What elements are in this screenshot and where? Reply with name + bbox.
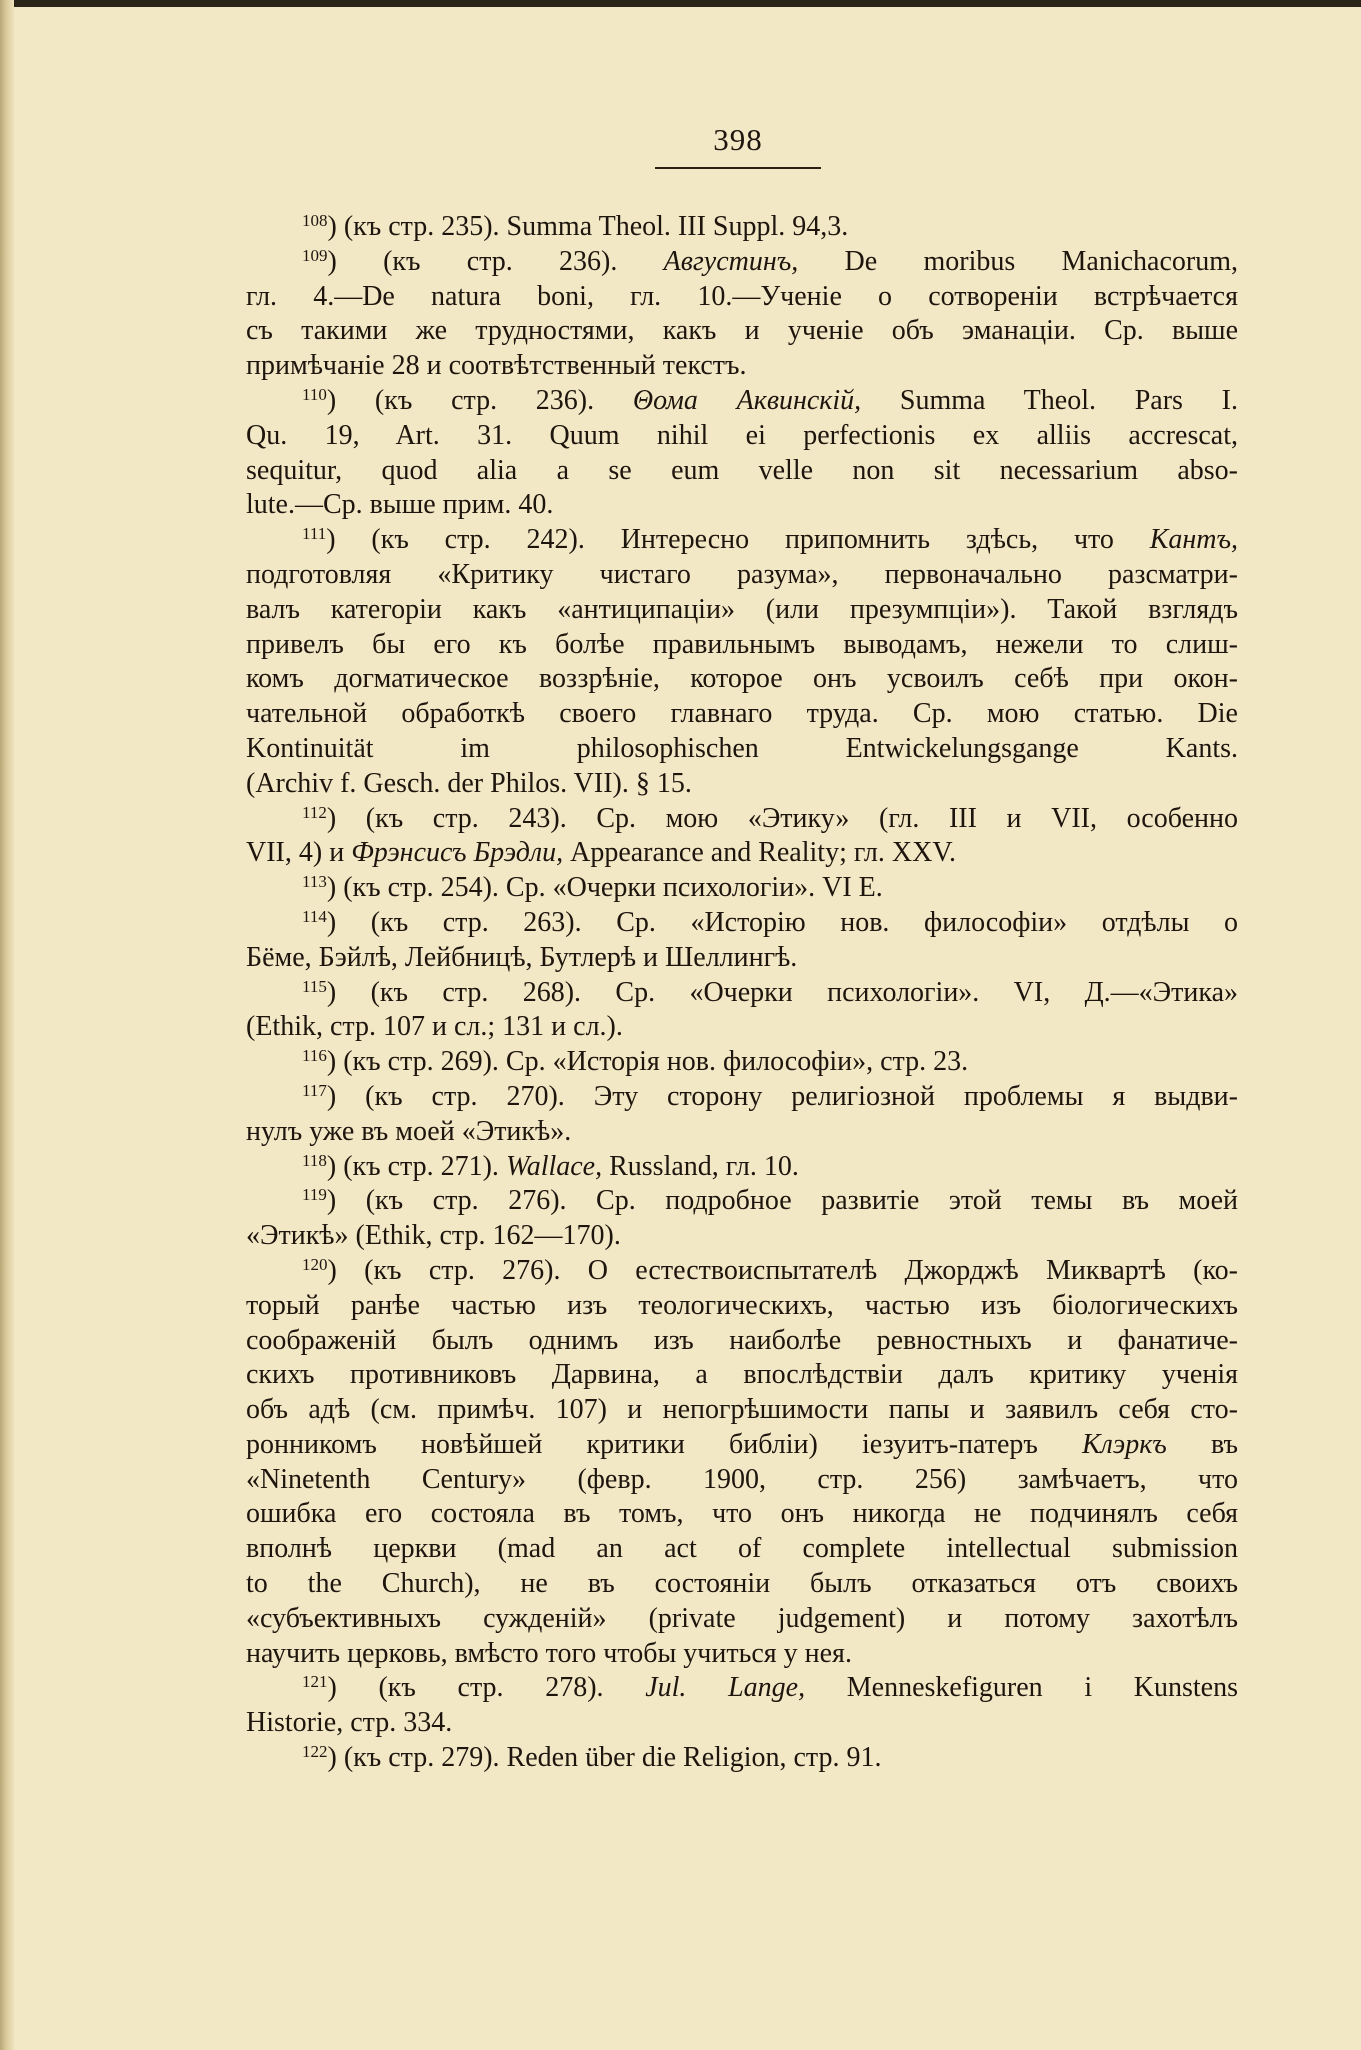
footnote-line <box>246 349 1238 384</box>
footnote-line <box>246 1602 1238 1637</box>
text-run: Бёме, Бэйлѣ, Лейбницѣ, Бутлерѣ и Шеллингѣ. <box>246 941 798 973</box>
footnote-line <box>246 419 1238 454</box>
footnote-line <box>246 558 1238 593</box>
author-name-italic: Клэркъ <box>1082 1428 1167 1460</box>
footnote-line <box>246 836 1238 871</box>
footnote-marker <box>302 1742 328 1773</box>
footnote-line <box>246 1289 1238 1324</box>
footnote-number: 118 <box>302 1150 327 1170</box>
footnote-first-line <box>246 384 1238 419</box>
footnote-number: 115 <box>302 976 327 996</box>
footnote-first-line <box>246 1671 1238 1706</box>
footnote-marker <box>302 1672 328 1703</box>
text-run: привелъ бы его къ болѣе правильнымъ выводамъ, нежели то слиш- <box>246 628 1238 660</box>
footnote-marker <box>302 211 328 242</box>
footnote-line <box>246 1010 1238 1045</box>
footnote-first-line <box>246 1741 1238 1776</box>
footnote-line <box>246 1115 1238 1150</box>
footnote-line <box>246 1706 1238 1741</box>
footnote-first-line <box>246 1184 1238 1219</box>
footnote-first-line <box>246 1150 1238 1185</box>
footnote-number: 120 <box>302 1254 328 1274</box>
text-run: Kontinuität im philosophischen Entwickelungsgange Kants. <box>246 732 1238 764</box>
text-run: ) (къ стр. 278). <box>327 1672 646 1704</box>
author-name-italic: Кантъ, <box>1149 524 1238 556</box>
text-run: съ такими же трудностями, какъ и ученіе объ эманаціи. Ср. выше <box>246 315 1238 347</box>
text-run: VII, 4) и <box>246 837 352 869</box>
text-run: Menneskefiguren i Kunstens <box>805 1672 1238 1704</box>
text-run: ) (къ стр. 236). <box>326 384 633 416</box>
footnote-line <box>246 662 1238 697</box>
footnote-number: 111 <box>302 524 327 544</box>
footnote-number: 110 <box>302 384 327 404</box>
footnote-line <box>246 280 1238 315</box>
text-run: ) (къ стр. 254). Ср. «Очерки психологіи». VI E. <box>326 872 883 904</box>
text-run: скихъ противниковъ Дарвина, а впослѣдствіи далъ критику ученія <box>246 1359 1238 1391</box>
footnote-marker <box>302 977 327 1008</box>
footnote-marker <box>302 872 327 903</box>
footnote-first-line <box>246 523 1238 558</box>
text-run: ) (къ стр. 243). Ср. мою «Этику» (гл. III и VII, особенно <box>326 802 1238 834</box>
text-run: ) (къ стр. 235). Summa Theol. III Suppl. 94,3. <box>327 211 849 242</box>
footnote-first-line <box>246 906 1238 941</box>
footnote-line <box>246 1532 1238 1567</box>
text-run: ) (къ стр. 263). Ср. «Исторію нов. философіи» отдѣлы о <box>326 906 1238 938</box>
text-run: вполнѣ церкви (mad an act of complete intellectual submission <box>246 1533 1238 1565</box>
author-name-italic: Jul. Lange, <box>645 1672 806 1704</box>
text-run: ошибка его состояла въ томъ, что онъ никогда не подчинялъ себя <box>246 1498 1238 1530</box>
text-run: комъ догматическое воззрѣніе, которое онъ усвоилъ себѣ при окон- <box>246 663 1238 695</box>
text-run: ) (къ стр. 276). Ср. подробное развитіе этой темы въ моей <box>326 1185 1238 1217</box>
footnote-number: 108 <box>302 211 328 230</box>
text-run: гл. 4.—De natura boni, гл. 10.—Ученіе о сотвореніи встрѣчается <box>246 280 1238 312</box>
footnote-line <box>246 314 1238 349</box>
footnote-marker <box>302 246 328 277</box>
footnotes-body <box>246 210 1238 1776</box>
footnote-first-line <box>246 976 1238 1011</box>
footnote-marker <box>302 524 326 555</box>
footnote-line <box>246 1497 1238 1532</box>
text-run: sequitur, quod alia a se eum velle non sit necessarium abso- <box>246 454 1238 486</box>
text-run: Appearance and Reality; гл. XXV. <box>563 837 956 869</box>
text-run: чательной обработкѣ своего главнаго труда. Ср. мою статью. Die <box>246 698 1238 730</box>
footnote-line <box>246 1324 1238 1359</box>
footnote-marker <box>302 1046 327 1077</box>
footnote-line <box>246 767 1238 802</box>
footnote-number: 114 <box>302 906 327 926</box>
text-run: (Ethik, стр. 107 и сл.; 131 и сл.). <box>246 1011 623 1043</box>
text-run: lute.—Ср. выше прим. 40. <box>246 489 554 521</box>
footnote-number: 121 <box>302 1672 328 1692</box>
footnote-first-line <box>246 1045 1238 1080</box>
footnote-number: 112 <box>302 802 327 822</box>
footnote-first-line <box>246 1254 1238 1289</box>
footnote-number: 122 <box>302 1742 328 1762</box>
text-run: объ адѣ (см. примѣч. 107) и непогрѣшимости папы и заявилъ себя сто- <box>246 1394 1238 1426</box>
footnote-marker <box>302 1081 327 1112</box>
text-run: примѣчаніе 28 и соотвѣтственный текстъ. <box>246 350 747 382</box>
text-run: нулъ уже въ моей «Этикѣ». <box>246 1115 572 1147</box>
footnote-line <box>246 697 1238 732</box>
footnote-first-line <box>246 245 1238 280</box>
text-run: валъ категоріи какъ «антиципаціи» (или презумпціи»). Такой взглядъ <box>246 593 1238 625</box>
footnote-marker <box>302 1151 327 1182</box>
text-run: to the Church), не въ состояніи былъ отказаться отъ своихъ <box>246 1568 1238 1600</box>
footnote-marker <box>302 907 327 938</box>
footnote-number: 116 <box>302 1046 327 1066</box>
text-run: ) (къ стр. 236). <box>327 245 664 277</box>
text-run: ) (къ стр. 242). Интересно припомнить здѣсь, что <box>326 524 1150 556</box>
text-run: ) (къ стр. 271). <box>326 1150 506 1182</box>
text-run: «Ninetenth Century» (февр. 1900, стр. 256) замѣчаетъ, что <box>246 1463 1238 1495</box>
footnote-first-line <box>246 1080 1238 1115</box>
text-run: ) (къ стр. 269). Ср. «Исторія нов. философіи», стр. 23. <box>326 1046 969 1078</box>
footnote-line <box>246 1428 1238 1463</box>
footnote-line <box>246 1219 1238 1254</box>
author-name-italic: Wallace, <box>505 1150 603 1182</box>
footnote-line <box>246 1463 1238 1498</box>
footnote-line <box>246 1358 1238 1393</box>
text-run: «субъективныхъ сужденій» (private judgement) и потому захотѣлъ <box>246 1602 1238 1634</box>
text-run: въ <box>1166 1428 1238 1460</box>
footnote-marker <box>302 1255 328 1286</box>
footnote-number: 117 <box>302 1080 327 1100</box>
footnote-first-line <box>246 210 1238 245</box>
footnote-first-line <box>246 802 1238 837</box>
text-run: подготовляя «Критику чистаго разума», первоначально разсматри- <box>246 558 1238 590</box>
text-run: De moribus Manichacorum, <box>798 245 1238 277</box>
text-run: «Этикѣ» (Ethik, стр. 162—170). <box>246 1220 621 1252</box>
footnote-line <box>246 941 1238 976</box>
text-run: Qu. 19, Art. 31. Quum nihil ei perfectionis ex alliis accrescat, <box>246 419 1238 451</box>
page-left-edge <box>0 0 14 2050</box>
author-name-italic: Θома Аквинскій, <box>632 384 862 416</box>
text-run: соображеній былъ однимъ изъ наиболѣе ревностныхъ и фанатиче- <box>246 1324 1238 1356</box>
text-run: (Archiv f. Gesch. der Philos. VII). § 15. <box>246 767 692 799</box>
footnote-number: 113 <box>302 872 327 892</box>
text-run: торый ранѣе частью изъ теологическихъ, частью изъ біологическихъ <box>246 1289 1238 1321</box>
text-run: ронникомъ новѣйшей критики библіи) іезуитъ-патеръ <box>246 1428 1083 1460</box>
footnote-number: 109 <box>302 245 328 265</box>
footnote-line <box>246 454 1238 489</box>
footnote-line <box>246 1567 1238 1602</box>
footnote-line <box>246 628 1238 663</box>
footnote-marker <box>302 385 327 416</box>
footnote-number: 119 <box>302 1185 327 1205</box>
page-number-rule <box>655 167 821 169</box>
author-name-italic: Фрэнсисъ Брэдли, <box>351 837 564 869</box>
footnote-marker <box>302 803 327 834</box>
text-run: ) (къ стр. 276). О естествоиспытателѣ Джорджѣ Миквартѣ (ко- <box>327 1254 1238 1286</box>
text-run: ) (къ стр. 270). Эту сторону религіозной проблемы я выдви- <box>326 1080 1238 1112</box>
text-run: ) (къ стр. 279). Reden über die Religion, стр. 91. <box>327 1742 882 1774</box>
page-number: 398 <box>713 122 763 157</box>
text-run: Summa Theol. Pars I. <box>861 384 1238 416</box>
footnote-line <box>246 732 1238 767</box>
text-run: ) (къ стр. 268). Ср. «Очерки психологіи». VI, Д.—«Этика» <box>326 976 1238 1008</box>
footnote-line <box>246 1637 1238 1672</box>
text-run: Historie, стр. 334. <box>246 1707 453 1739</box>
author-name-italic: Августинъ, <box>663 245 799 277</box>
footnote-marker <box>302 1185 327 1216</box>
text-run: Russland, гл. 10. <box>602 1150 799 1182</box>
footnote-first-line <box>246 871 1238 906</box>
page-top-edge <box>0 0 1361 7</box>
footnote-line <box>246 488 1238 523</box>
footnote-line <box>246 593 1238 628</box>
footnote-line <box>246 1393 1238 1428</box>
text-run: научить церковь, вмѣсто того чтобы учиться у нея. <box>246 1637 852 1669</box>
